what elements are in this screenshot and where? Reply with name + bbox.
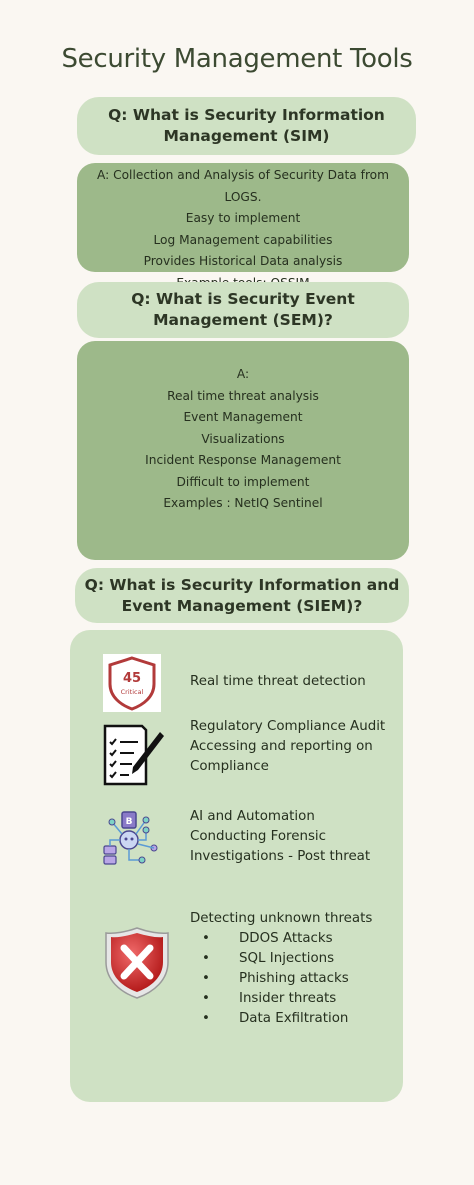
siem-question-line-1: Q: What is Security Information and <box>84 575 400 594</box>
bullet-item: • DDOS Attacks <box>190 929 372 949</box>
sem-answer-box <box>77 341 409 560</box>
sim-question-line-1: Q: What is Security Information <box>108 106 385 124</box>
critical-score-shield-icon <box>103 654 161 712</box>
siem-question-line-2: Event Management (SIEM)? <box>121 596 363 615</box>
feature-text-unknown-threats <box>190 909 372 1029</box>
svg-text:B: B <box>125 817 133 827</box>
bullet-text: SQL Injections <box>239 951 335 966</box>
sem-answer-line: Event Management <box>183 410 303 424</box>
sem-answer-line: Incident Response Management <box>145 453 341 467</box>
ai-robot-circuit-icon <box>102 808 160 866</box>
sem-question-line-2: Management (SEM)? <box>153 311 333 329</box>
bullet-item: • Phishing attacks <box>190 969 372 989</box>
bullet-text: Data Exfiltration <box>239 1011 349 1026</box>
sem-answer-line: Real time threat analysis <box>167 388 319 403</box>
sim-answer-line: Easy to implement <box>185 211 301 225</box>
sim-answer-line: A: Collection and Analysis of Security Data from LOGS. <box>96 168 390 204</box>
sem-answer-line: Difficult to implement <box>176 474 310 489</box>
feature-text-threat-detection <box>190 672 366 692</box>
siem-question-box <box>75 568 409 623</box>
sem-answer-line: A: <box>236 367 250 381</box>
sim-answer-line: Provides Historical Data analysis <box>143 254 343 268</box>
feature-line: Compliance <box>190 759 269 774</box>
feature-text-ai-automation <box>190 807 370 867</box>
feature-line: Regulatory Compliance Audit <box>190 719 386 734</box>
bullet-item: • SQL Injections <box>190 949 372 969</box>
sem-question-box <box>77 282 409 338</box>
feature-line: Investigations - Post threat <box>190 849 371 864</box>
feature-line: AI and Automation <box>190 809 315 824</box>
bullet-item: • Insider threats <box>190 989 372 1009</box>
page-title: Security Management Tools <box>61 44 413 74</box>
bullet-text: DDOS Attacks <box>239 931 333 946</box>
critical-score-value: 45 <box>122 671 142 686</box>
sim-question-box <box>77 97 416 155</box>
sim-answer-line: Log Management capabilities <box>153 232 333 247</box>
feature-line: Real time threat detection <box>190 674 366 689</box>
bullet-item: • Data Exfiltration <box>190 1009 372 1029</box>
sim-answer-box <box>77 163 409 272</box>
feature-line: Conducting Forensic <box>190 829 327 844</box>
document-checklist-pen-icon <box>102 724 166 786</box>
red-shield-x-icon <box>104 926 170 1000</box>
bullet-text: Insider threats <box>239 991 337 1006</box>
feature-line: Accessing and reporting on <box>190 739 373 754</box>
bullet-text: Phishing attacks <box>239 971 349 986</box>
sim-question-line-2: Management (SIM) <box>163 127 330 145</box>
feature-text-compliance <box>190 717 385 777</box>
sem-answer-line: Examples : NetIQ Sentinel <box>163 496 323 510</box>
feature-line: Detecting unknown threats <box>190 911 373 926</box>
sem-answer-line: Visualizations <box>201 431 285 446</box>
sem-question-line-1: Q: What is Security Event <box>131 290 355 308</box>
critical-score-label: Critical <box>120 688 144 696</box>
